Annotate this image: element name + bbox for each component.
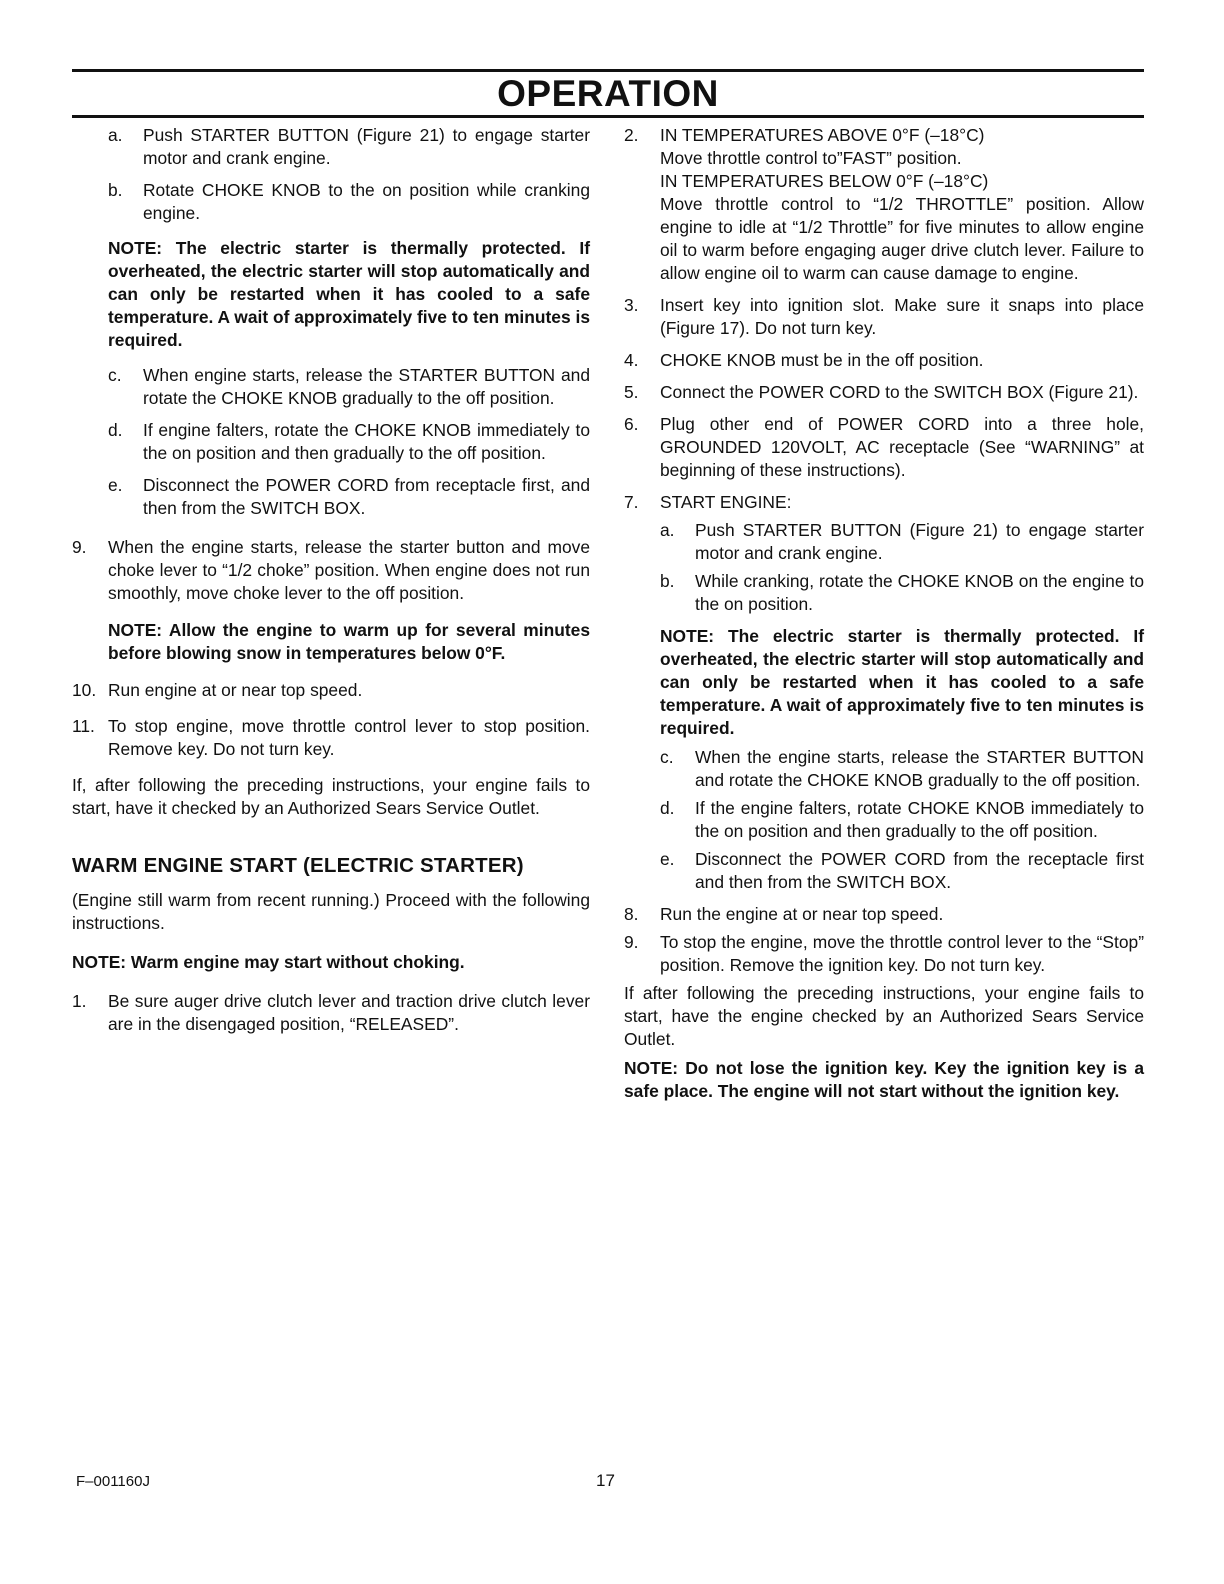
- list-item: [108, 364, 590, 410]
- list-text: Connect the POWER CORD to the SWITCH BOX (Figure 21).: [660, 382, 1139, 402]
- list-item: [72, 990, 590, 1036]
- list-item: [108, 419, 590, 465]
- list-marker: 4.: [624, 350, 639, 370]
- list-text: If engine falters, rotate the CHOKE KNOB immediately to the on position and then gradually to the off position.: [143, 420, 590, 463]
- temp-above-label: IN TEMPERATURES ABOVE 0°F (–18°C): [660, 125, 985, 145]
- list-text: Plug other end of POWER CORD into a three hole, GROUNDED 120VOLT, AC receptacle (See “WARNING” at beginning of these instructions).: [660, 414, 1144, 480]
- list-item: [108, 474, 590, 520]
- list-text: Push STARTER BUTTON (Figure 21) to engage starter motor and crank engine.: [143, 125, 590, 168]
- list-text: When engine starts, release the STARTER BUTTON and rotate the CHOKE KNOB gradually to the off position.: [143, 365, 590, 408]
- list-marker: d.: [108, 420, 123, 440]
- list-marker: e.: [108, 475, 123, 495]
- list-text: If the engine falters, rotate CHOKE KNOB immediately to the on position and then gradually to the off position.: [695, 798, 1144, 841]
- document-code: F–001160J: [76, 1473, 150, 1490]
- list-text: Rotate CHOKE KNOB to the on position while cranking engine.: [143, 180, 590, 223]
- list-marker: 6.: [624, 414, 639, 434]
- temp-above-text: Move throttle control to”FAST” position.: [660, 148, 962, 168]
- paragraph-service: If after following the preceding instructions, your engine fails to start, have the engine checked by an Authorized Sears Service Outlet.: [624, 983, 1144, 1049]
- left-column: [72, 124, 590, 1045]
- list-marker: b.: [660, 571, 675, 591]
- list-text: To stop engine, move throttle control lever to stop position. Remove key. Do not turn key.: [108, 716, 590, 759]
- list-marker: 7.: [624, 492, 639, 512]
- list-marker: e.: [660, 849, 675, 869]
- list-text: Run the engine at or near top speed.: [660, 904, 944, 924]
- section-heading: WARM ENGINE START (ELECTRIC STARTER): [72, 854, 524, 877]
- note-ignition-key: NOTE: Do not lose the ignition key. Key the ignition key is a safe place. The engine will not start without the ignition key.: [624, 1058, 1144, 1101]
- list-text: When the engine starts, release the starter button and move choke lever to “1/2 choke” position. When engine does not run smoothly, move choke lever to the off position.: [108, 537, 590, 603]
- list-text: CHOKE KNOB must be in the off position.: [660, 350, 984, 370]
- list-text: START ENGINE:: [660, 492, 792, 512]
- list-item: [108, 124, 590, 170]
- list-marker: 1.: [72, 991, 87, 1011]
- list-marker: 5.: [624, 382, 639, 402]
- paragraph-warm-intro: (Engine still warm from recent running.) Proceed with the following instructions.: [72, 890, 590, 933]
- list-marker: 10.: [72, 680, 97, 700]
- list-marker: c.: [660, 747, 674, 767]
- list-item: [660, 848, 1144, 894]
- note-thermal-protection: NOTE: The electric starter is thermally protected. If overheated, the electric starter will stop automatically and can only be restarted when it has cooled to a safe temperature. A wait of approximately five to ten minutes is required.: [108, 238, 590, 350]
- list-item: [660, 519, 1144, 565]
- list-item: [108, 179, 590, 225]
- list-text: Disconnect the POWER CORD from the receptacle first and then from the SWITCH BOX.: [695, 849, 1144, 892]
- list-text: To stop the engine, move the throttle control lever to the “Stop” position. Remove the ignition key. Do not turn key.: [660, 932, 1144, 975]
- list-marker: 9.: [624, 932, 639, 952]
- list-item: [72, 715, 590, 761]
- list-marker: a.: [660, 520, 675, 540]
- list-item: [624, 931, 1144, 977]
- header-rule-bottom: [72, 115, 1144, 118]
- list-text: Disconnect the POWER CORD from receptacle first, and then from the SWITCH BOX.: [143, 475, 590, 518]
- list-marker: d.: [660, 798, 675, 818]
- list-item: [624, 349, 1144, 372]
- list-text: Be sure auger drive clutch lever and traction drive clutch lever are in the disengaged position, “RELEASED”.: [108, 991, 590, 1034]
- right-column: [624, 124, 1144, 1115]
- list-item: [72, 679, 590, 702]
- list-text: While cranking, rotate the CHOKE KNOB on the engine to the on position.: [695, 571, 1144, 614]
- list-item: [660, 797, 1144, 843]
- paragraph-service: If, after following the preceding instructions, your engine fails to start, have it checked by an Authorized Sears Service Outlet.: [72, 775, 590, 818]
- page-title: OPERATION: [497, 73, 719, 114]
- page-number: 17: [596, 1471, 615, 1490]
- list-item: [624, 413, 1144, 482]
- temp-below-label: IN TEMPERATURES BELOW 0°F (–18°C): [660, 171, 989, 191]
- list-item: [624, 124, 1144, 285]
- list-item: [660, 570, 1144, 616]
- list-item: [624, 294, 1144, 340]
- note-warm-engine: NOTE: Warm engine may start without choking.: [72, 952, 465, 972]
- list-text: Run engine at or near top speed.: [108, 680, 363, 700]
- list-item: [624, 381, 1144, 404]
- list-marker: 11.: [72, 716, 95, 736]
- temp-below-text: Move throttle control to “1/2 THROTTLE” position. Allow engine to idle at “1/2 Throttle” for five minutes to allow engine oil to warm before engaging auger drive clutch lever. Failure to allow engine oil to warm can cause damage to engine.: [660, 194, 1144, 283]
- list-item: [660, 746, 1144, 792]
- list-text: Push STARTER BUTTON (Figure 21) to engage starter motor and crank engine.: [695, 520, 1144, 563]
- list-text: Insert key into ignition slot. Make sure it snaps into place (Figure 17). Do not turn key.: [660, 295, 1144, 338]
- list-text: [624, 124, 1144, 285]
- list-item: [72, 536, 590, 605]
- list-marker: 9.: [72, 537, 87, 557]
- list-marker: c.: [108, 365, 122, 385]
- list-item: [624, 903, 1144, 926]
- list-marker: b.: [108, 180, 123, 200]
- list-marker: 3.: [624, 295, 639, 315]
- list-marker: 8.: [624, 904, 639, 924]
- note-thermal-protection: NOTE: The electric starter is thermally protected. If overheated, the electric starter will stop automatically and can only be restarted when it has cooled to a safe temperature. A wait of approximately five to ten minutes is required.: [660, 626, 1144, 738]
- note-warm-up: NOTE: Allow the engine to warm up for several minutes before blowing snow in temperatures below 0°F.: [108, 620, 590, 663]
- list-marker: 2.: [624, 125, 639, 145]
- list-item: [624, 491, 1144, 514]
- list-text: When the engine starts, release the STARTER BUTTON and rotate the CHOKE KNOB gradually to the off position.: [695, 747, 1144, 790]
- list-marker: a.: [108, 125, 123, 145]
